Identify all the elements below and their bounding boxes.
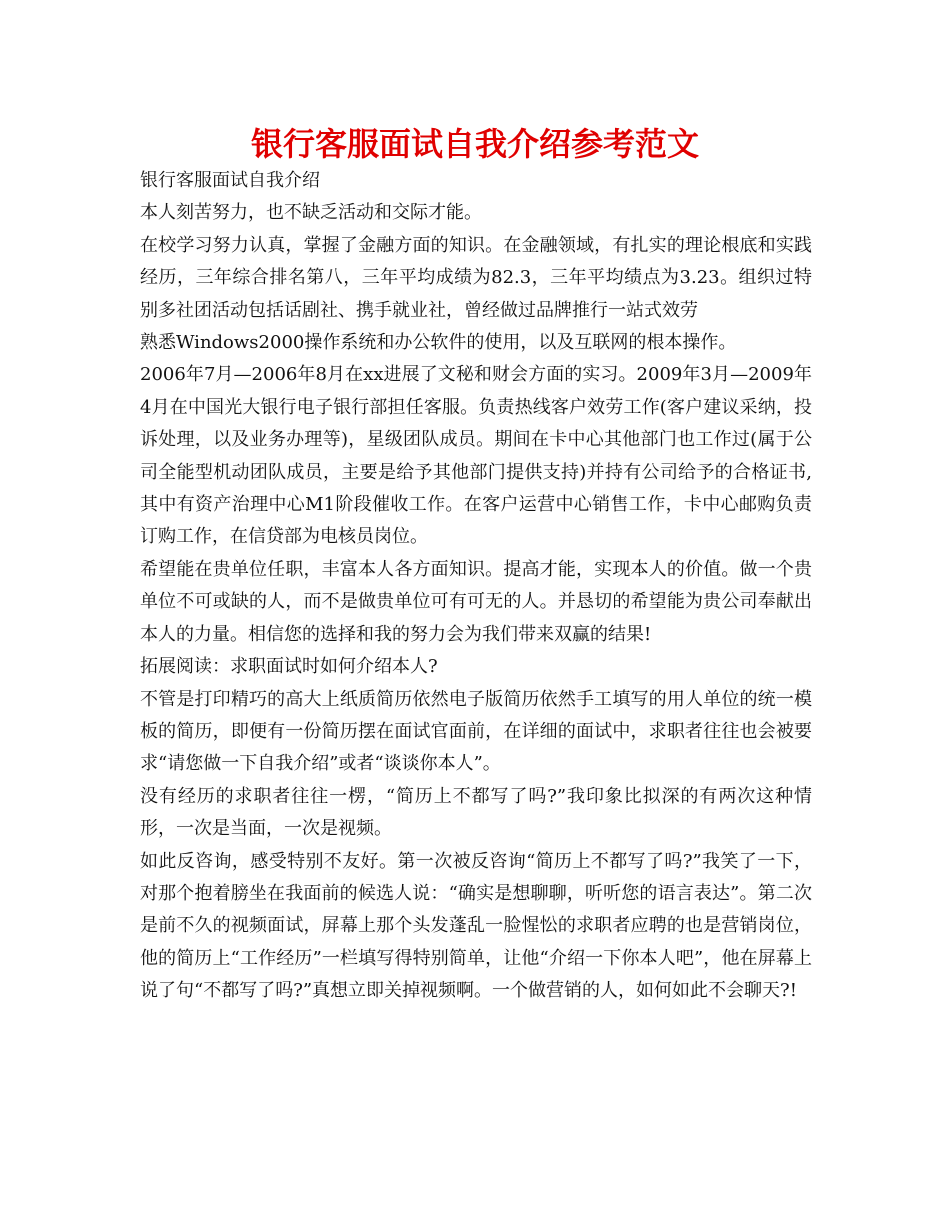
paragraph-heading: 拓展阅读：求职面试时如何介绍本人?	[140, 656, 438, 678]
paragraph: 不管是打印精巧的高大上纸质简历依然电子版简历依然手工填写的用人单位的统一模板的简历，即便有一份简历摆在面试官面前，在详细的面试中，求职者往往也会被要求“请您做一下自我介绍”或者“谈谈你本人”。	[140, 688, 812, 775]
paragraph: 如此反咨询，感受特别不友好。第一次被反咨询“简历上不都写了吗?”我笑了一下，对那个抱着膀坐在我面前的候选人说：“确实是想聊聊，听听您的语言表达”。第二次是前不久的视频面试，屏幕上那个头发蓬乱一脸惺忪的求职者应聘的也是营销岗位，他的简历上“工作经历”一栏填写得特别简单，让他“介绍一下你本人吧”，他在屏幕上说了句“不都写了吗?”真想立即关掉视频啊。一个做营销的人，如何如此不会聊天?!	[140, 850, 812, 1002]
paragraph: 在校学习努力认真，掌握了金融方面的知识。在金融领域，有扎实的理论根底和实践经历，三年综合排名第八，三年平均成绩为82.3，三年平均绩点为3.23。组织过特别多社团活动包括话剧社、携手就业社，曾经做过品牌推行一站式效劳	[140, 234, 812, 321]
paragraph: 熟悉Windows2000操作系统和办公软件的使用，以及互联网的根本操作。	[140, 332, 737, 354]
document-title: 银行客服面试自我介绍参考范文	[250, 125, 699, 163]
document-body	[140, 165, 812, 1008]
paragraph-subtitle: 银行客服面试自我介绍	[140, 170, 320, 191]
paragraph: 本人刻苦努力，也不缺乏活动和交际才能。	[140, 202, 482, 224]
paragraph: 希望能在贵单位任职，丰富本人各方面知识。提高才能，实现本人的价值。做一个贵单位不可或缺的人，而不是做贵单位可有可无的人。并恳切的希望能为贵公司奉献出本人的力量。相信您的选择和我的努力会为我们带来双赢的结果!	[140, 558, 812, 645]
paragraph: 2006年7月—2006年8月在xx进展了文秘和财会方面的实习。2009年3月—2009年4月在中国光大银行电子银行部担任客服。负责热线客户效劳工作(客户建议采纳，投诉处理，以及业务办理等)，星级团队成员。期间在卡中心其他部门也工作过(属于公司全能型机动团队成员，主要是给予其他部门提供支持)并持有公司给予的合格证书,其中有资产治理中心M1阶段催收工作。在客户运营中心销售工作，卡中心邮购负责订购工作，在信贷部为电核员岗位。	[140, 364, 812, 548]
paragraph: 没有经历的求职者往往一楞，“简历上不都写了吗?”我印象比拟深的有两次这种情形，一次是当面，一次是视频。	[140, 785, 812, 840]
